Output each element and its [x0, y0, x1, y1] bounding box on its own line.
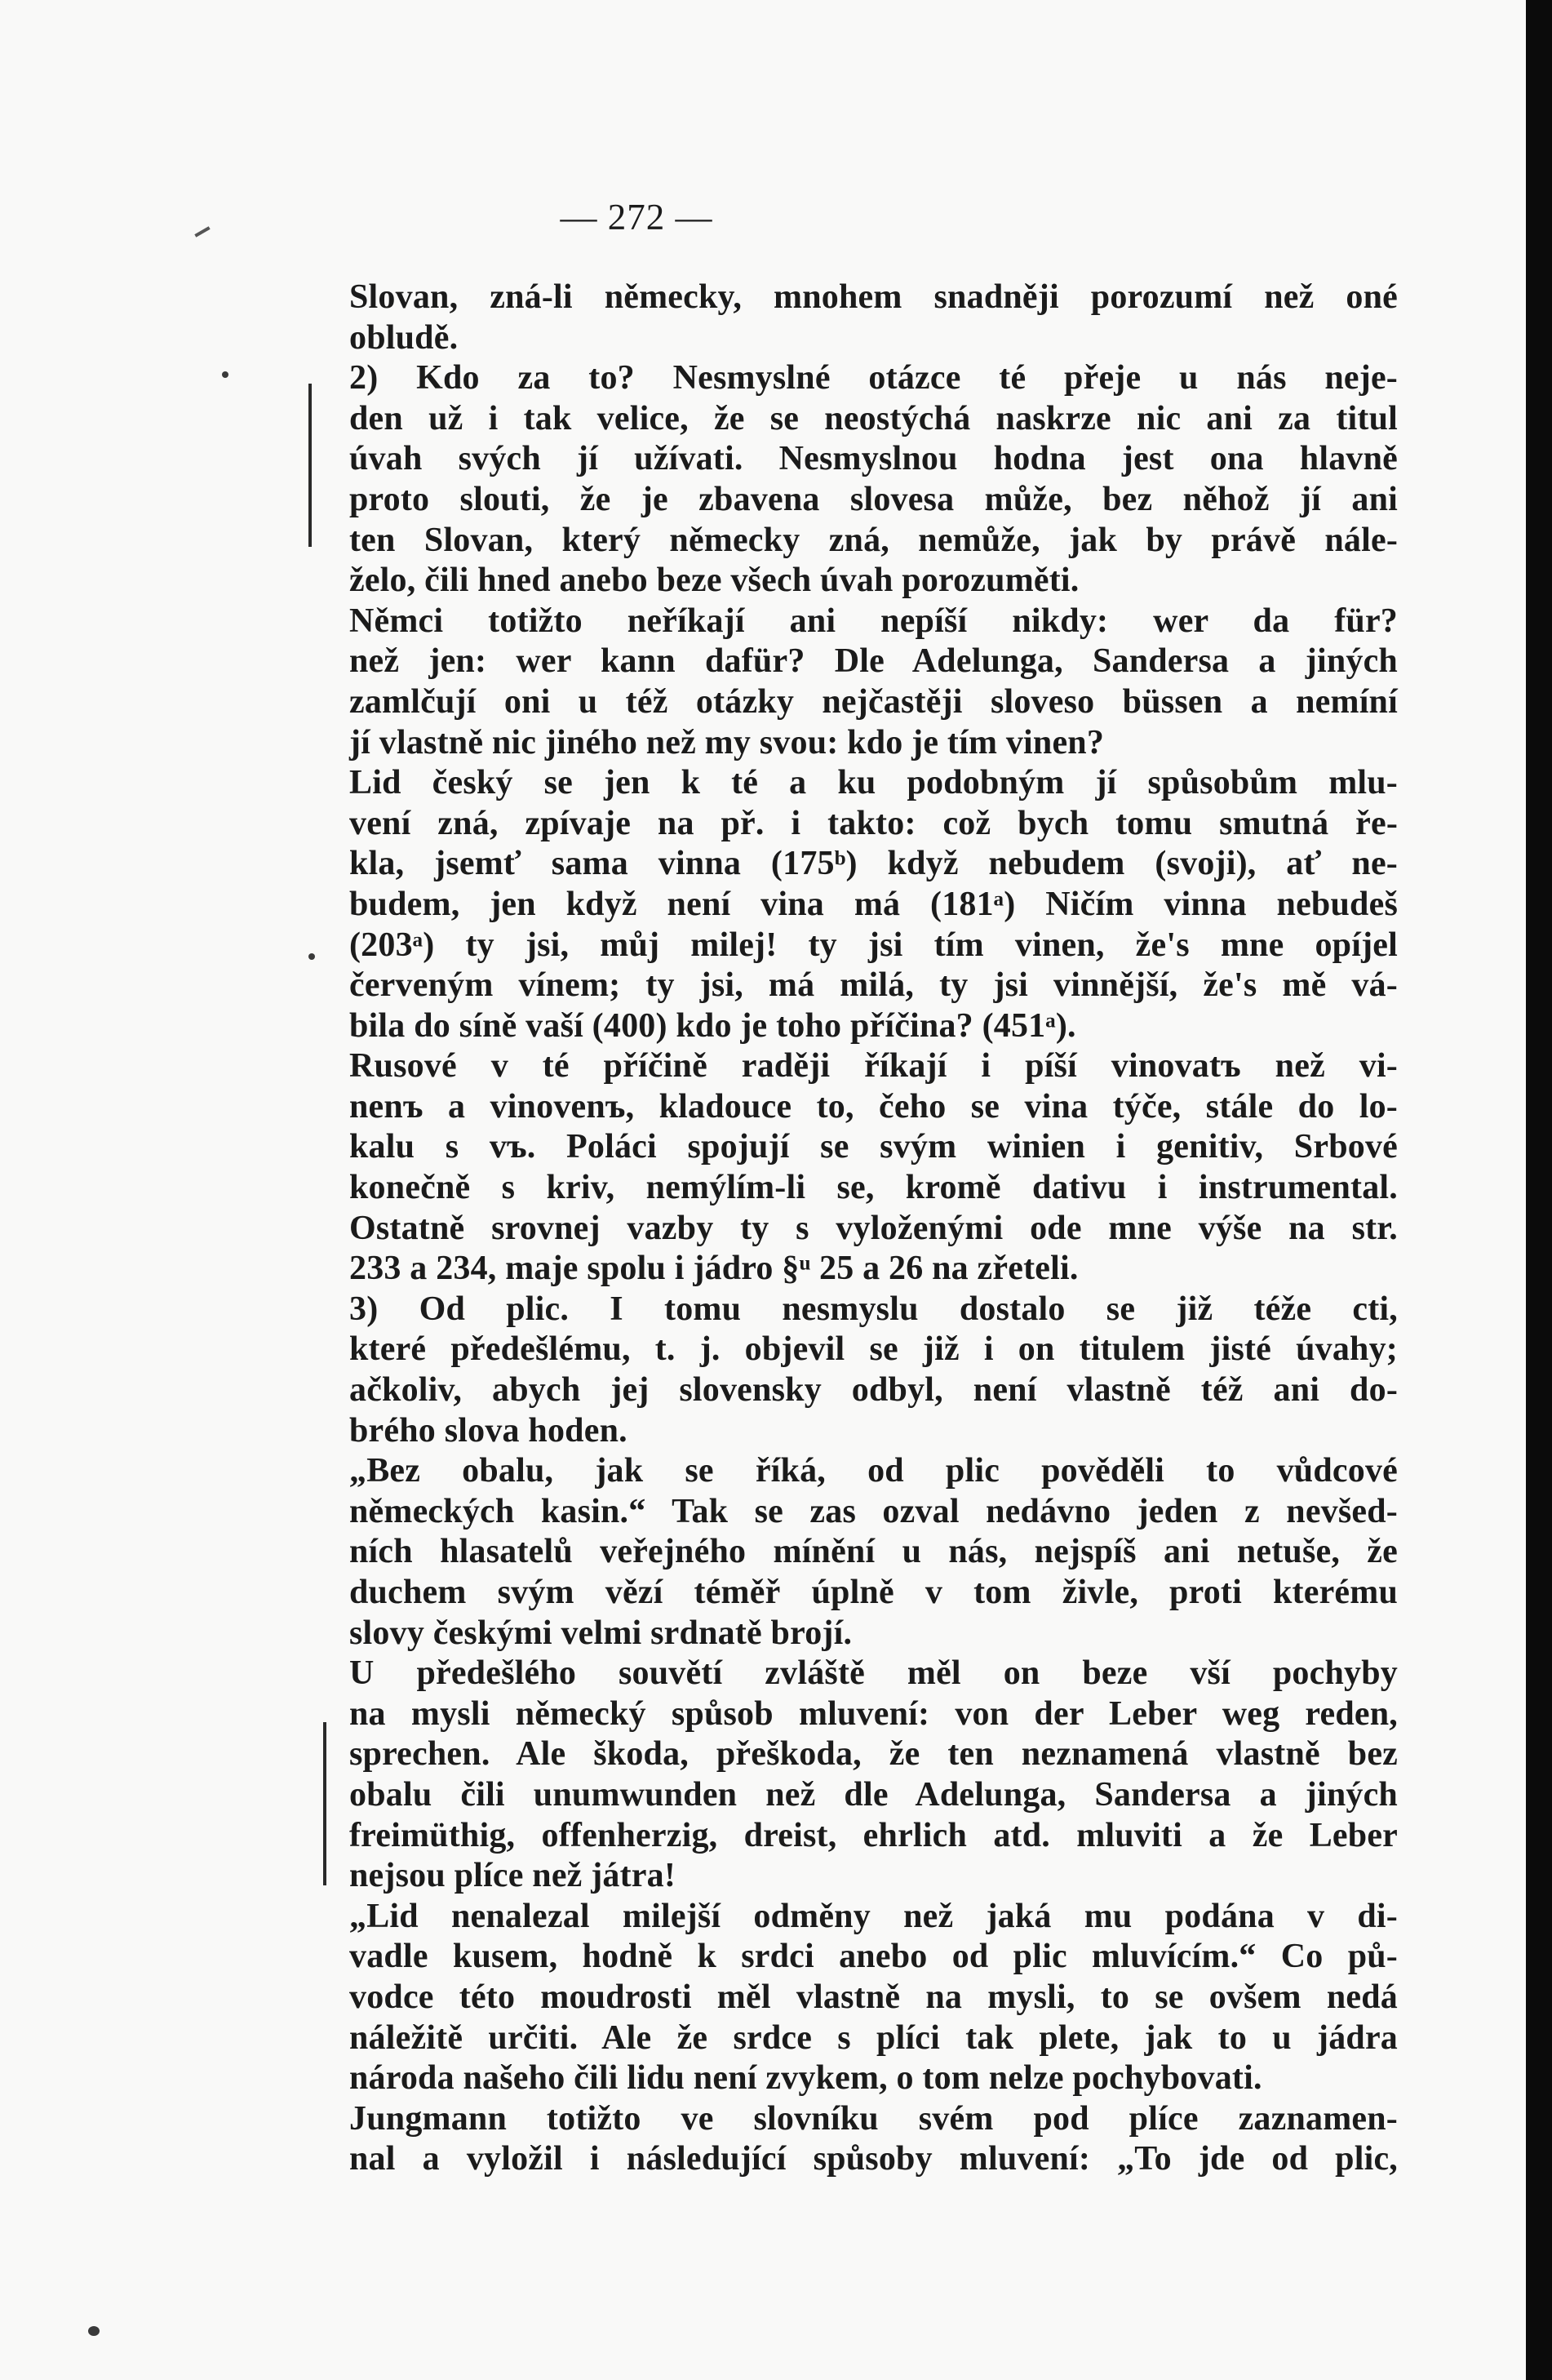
- text-line: Němci totižto neříkají ani nepíší nikdy: wer da für?: [349, 602, 1398, 640]
- text-line: Ostatně srovnej vazby ty s vyloženými ode mne výše na str.: [349, 1209, 1398, 1247]
- text-line: nejsou plíce než játra!: [349, 1857, 676, 1895]
- text-line: Lid český se jen k té a ku podobným jí spůsobům mlu-: [349, 764, 1398, 802]
- text-line: které předešlému, t. j. objevil se již i on titulem jisté úvahy;: [349, 1330, 1398, 1369]
- text-line: slovy českými velmi srdnatě brojí.: [349, 1614, 853, 1652]
- text-line: 233 a 234, maje spolu i jádro §ᵘ 25 a 26 na zřeteli.: [349, 1250, 1079, 1288]
- text-line: červeným vínem; ty jsi, má milá, ty jsi vinnější, že's mě vá-: [349, 966, 1398, 1005]
- text-line: duchem svým vězí téměř úplně v tom živle, proti kterému: [349, 1574, 1398, 1611]
- ink-speck: [222, 371, 228, 378]
- text-line: proto slouti, že je zbavena slovesa může, bez něhož jí ani: [349, 480, 1398, 518]
- text-line: „Lid nenalezal milejší odměny než jaká mu podána v di-: [349, 1897, 1398, 1935]
- text-line: freimüthig, offenherzig, dreist, ehrlich atd. mluviti a že Leber: [349, 1816, 1398, 1854]
- text-line: úvah svých jí užívati. Nesmyslnou hodna jest ona hlavně: [349, 440, 1398, 478]
- text-line: jí vlastně nic jiného než my svou: kdo je tím vinen?: [349, 723, 1105, 762]
- text-line: nenъ a vinovenъ, kladouce to, čeho se vina týče, stále do lo-: [349, 1087, 1398, 1126]
- page-number: — 272 —: [560, 197, 713, 238]
- text-line: nal a vyložil i následující spůsoby mluvení: „To jde od plic,: [349, 2140, 1398, 2178]
- text-line: vadle kusem, hodně k srdci anebo od plic mluvícím.“ Co pů-: [349, 1938, 1398, 1976]
- scan-border: [1526, 0, 1552, 2380]
- text-line: den už i tak velice, že se neostýchá naskrze nic ani za titul: [349, 399, 1398, 437]
- text-line: obalu čili unumwunden než dle Adelunga, Sandersa a jiných: [349, 1775, 1398, 1814]
- text-line: (203ᵃ) ty jsi, můj milej! ty jsi tím vinen, že's mne opíjel: [349, 926, 1398, 964]
- text-line: brého slova hoden.: [349, 1411, 627, 1450]
- text-line: bila do síně vaší (400) kdo je toho příčina? (451ᵃ).: [349, 1006, 1076, 1045]
- text-line: kla, jsemť sama vinna (175ᵇ) když nebudem (svoji), ať ne-: [349, 845, 1398, 883]
- text-line: německých kasin.“ Tak se zas ozval nedávno jeden z nevšed-: [349, 1492, 1398, 1530]
- text-line: sprechen. Ale škoda, přeškoda, že ten neznamená vlastně bez: [349, 1735, 1398, 1774]
- text-line: obludě.: [349, 318, 459, 357]
- text-line: vení zná, zpívaje na př. i takto: což bych tomu smutná ře-: [349, 804, 1398, 842]
- text-line: budem, jen když není vina má (181ᵃ) Ničím vinna nebudeš: [349, 885, 1398, 923]
- text-line: ten Slovan, který německy zná, nemůže, jak by právě nále-: [349, 521, 1398, 559]
- text-line: na mysli německý spůsob mluvení: von der Leber weg reden,: [349, 1694, 1398, 1733]
- text-line: U předešlého souvětí zvláště měl on beze vší pochyby: [349, 1654, 1398, 1693]
- margin-line-mark: [323, 1722, 326, 1885]
- text-line: národa našeho čili lidu není zvykem, o tom nelze pochybovati.: [349, 2059, 1262, 2098]
- text-line: 2) Kdo za to? Nesmyslné otázce té přeje u nás neje-: [349, 359, 1398, 397]
- text-line: 3) Od plic. I tomu nesmyslu dostalo se již téže cti,: [349, 1290, 1398, 1328]
- text-line: zamlčují oni u též otázky nejčastěji sloveso büssen a nemíní: [349, 682, 1398, 721]
- text-line: náležitě určiti. Ale že srdce s plíci tak plete, jak to u jádra: [349, 2018, 1398, 2057]
- text-line: ních hlasatelů veřejného mínění u nás, nejspíš ani netuše, že: [349, 1533, 1398, 1571]
- text-line: Rusové v té příčině raději říkají i píší vinovatъ než vi-: [349, 1047, 1398, 1086]
- text-line: Jungmann totižto ve slovníku svém pod plíce zaznamen-: [349, 2099, 1398, 2138]
- text-line: než jen: wer kann dafür? Dle Adelunga, Sandersa a jiných: [349, 642, 1398, 681]
- body-text: [349, 278, 1398, 2180]
- text-line: ačkoliv, abych jej slovensky odbyl, není vlastně též ani do-: [349, 1371, 1398, 1410]
- text-line: „Bez obalu, jak se říká, od plic pověděli to vůdcové: [349, 1452, 1398, 1490]
- text-line: želo, čili hned anebo beze všech úvah porozuměti.: [349, 562, 1080, 600]
- ink-speck: [88, 2326, 100, 2336]
- text-line: kalu s vъ. Poláci spojují se svým winien i genitiv, Srbové: [349, 1128, 1398, 1166]
- text-line: vodce této moudrosti měl vlastně na mysli, to se ovšem nedá: [349, 1978, 1398, 2016]
- margin-line-mark: [308, 384, 312, 547]
- text-line: konečně s kriv, nemýlím-li se, kromě dativu i instrumental.: [349, 1169, 1398, 1207]
- ink-speck: [308, 953, 315, 960]
- text-line: Slovan, zná-li německy, mnohem snadněji porozumí než oné: [349, 278, 1398, 316]
